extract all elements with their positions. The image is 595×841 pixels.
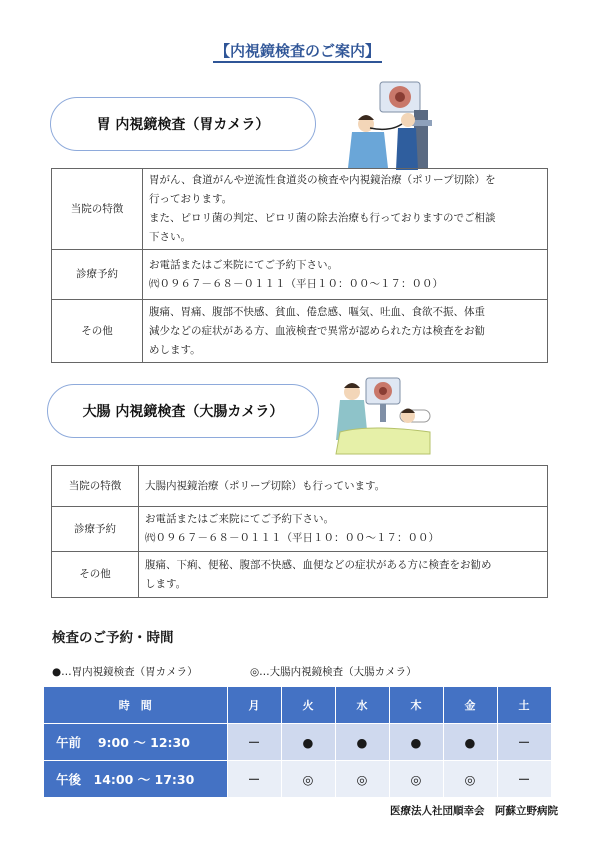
legend-gastroscopy: ●…胃内視鏡検査（胃カメラ）	[52, 666, 198, 678]
gastroscopy-info-table	[51, 168, 548, 363]
colonoscopy-heading: 大腸 内視鏡検査（大腸カメラ）	[47, 384, 319, 438]
hospital-name: 医療法人社団順幸会 阿蘇立野病院	[390, 805, 558, 817]
table-row	[52, 466, 548, 507]
time-slot-am: 午前 9:00 ～ 12:30	[44, 724, 227, 761]
schedule-cell: －	[497, 761, 551, 798]
schedule-cell: ◎	[389, 761, 443, 798]
row-label-features: 当院の特徴	[52, 466, 139, 507]
row-content-reservation: お電話またはご来院にてご予約下さい。 ㈹０９６７－６８－０１１１（平日１０：００～１７：００）	[139, 507, 548, 552]
legend-colonoscopy: ◎…大腸内視鏡検査（大腸カメラ）	[250, 666, 417, 678]
schedule-row-am	[44, 724, 551, 761]
schedule-cell: －	[497, 724, 551, 761]
row-label-reservation: 診療予約	[52, 507, 139, 552]
table-row	[52, 169, 548, 250]
row-content-features: 大腸内視鏡治療（ポリープ切除）も行っています。	[139, 466, 548, 507]
row-label-other: その他	[52, 300, 143, 363]
schedule-table	[44, 687, 552, 798]
schedule-header-row	[44, 687, 551, 724]
day-header-fri: 金	[443, 687, 497, 724]
schedule-heading: 検査のご予約・時間	[52, 630, 174, 646]
row-content-reservation: お電話またはご来院にてご予約下さい。 ㈹０９６７－６８－０１１１（平日１０：００～１７：００）	[143, 250, 548, 300]
schedule-cell: ●	[281, 724, 335, 761]
schedule-cell: ●	[389, 724, 443, 761]
schedule-cell: －	[227, 761, 281, 798]
row-label-other: その他	[52, 552, 139, 598]
colonoscopy-info-table	[51, 465, 548, 598]
schedule-cell: ◎	[281, 761, 335, 798]
schedule-cell: －	[227, 724, 281, 761]
table-row	[52, 507, 548, 552]
table-row	[52, 552, 548, 598]
day-header-wed: 水	[335, 687, 389, 724]
day-header-thu: 木	[389, 687, 443, 724]
schedule-row-pm	[44, 761, 551, 798]
time-slot-pm: 午後 14:00 ～ 17:30	[44, 761, 227, 798]
gastroscopy-heading: 胃 内視鏡検査（胃カメラ）	[50, 97, 316, 151]
day-header-mon: 月	[227, 687, 281, 724]
day-header-tue: 火	[281, 687, 335, 724]
colonoscopy-illustration	[330, 370, 435, 455]
table-row	[52, 300, 548, 363]
day-header-sat: 土	[497, 687, 551, 724]
row-label-reservation: 診療予約	[52, 250, 143, 300]
schedule-cell: ●	[443, 724, 497, 761]
table-row	[52, 250, 548, 300]
page-title: 【内視鏡検査のご案内】	[0, 40, 595, 61]
schedule-cell: ●	[335, 724, 389, 761]
row-content-features: 胃がん、食道がんや逆流性食道炎の検査や内視鏡治療（ポリープ切除）を 行っております。 また、ピロリ菌の判定、ピロリ菌の除去治療も行っておりますのでご相談 下さい。	[143, 169, 548, 250]
row-label-features: 当院の特徴	[52, 169, 143, 250]
gastroscopy-illustration	[340, 80, 440, 170]
row-content-other: 腹痛、胃痛、腹部不快感、貧血、倦怠感、嘔気、吐血、食欲不振、体重 減少などの症状がある方、血液検査で異常が認められた方は検査をお勧 めします。	[143, 300, 548, 363]
time-header: 時 間	[44, 687, 227, 724]
schedule-cell: ◎	[335, 761, 389, 798]
schedule-cell: ◎	[443, 761, 497, 798]
row-content-other: 腹痛、下痢、便秘、腹部不快感、血便などの症状がある方に検査をお勧め します。	[139, 552, 548, 598]
